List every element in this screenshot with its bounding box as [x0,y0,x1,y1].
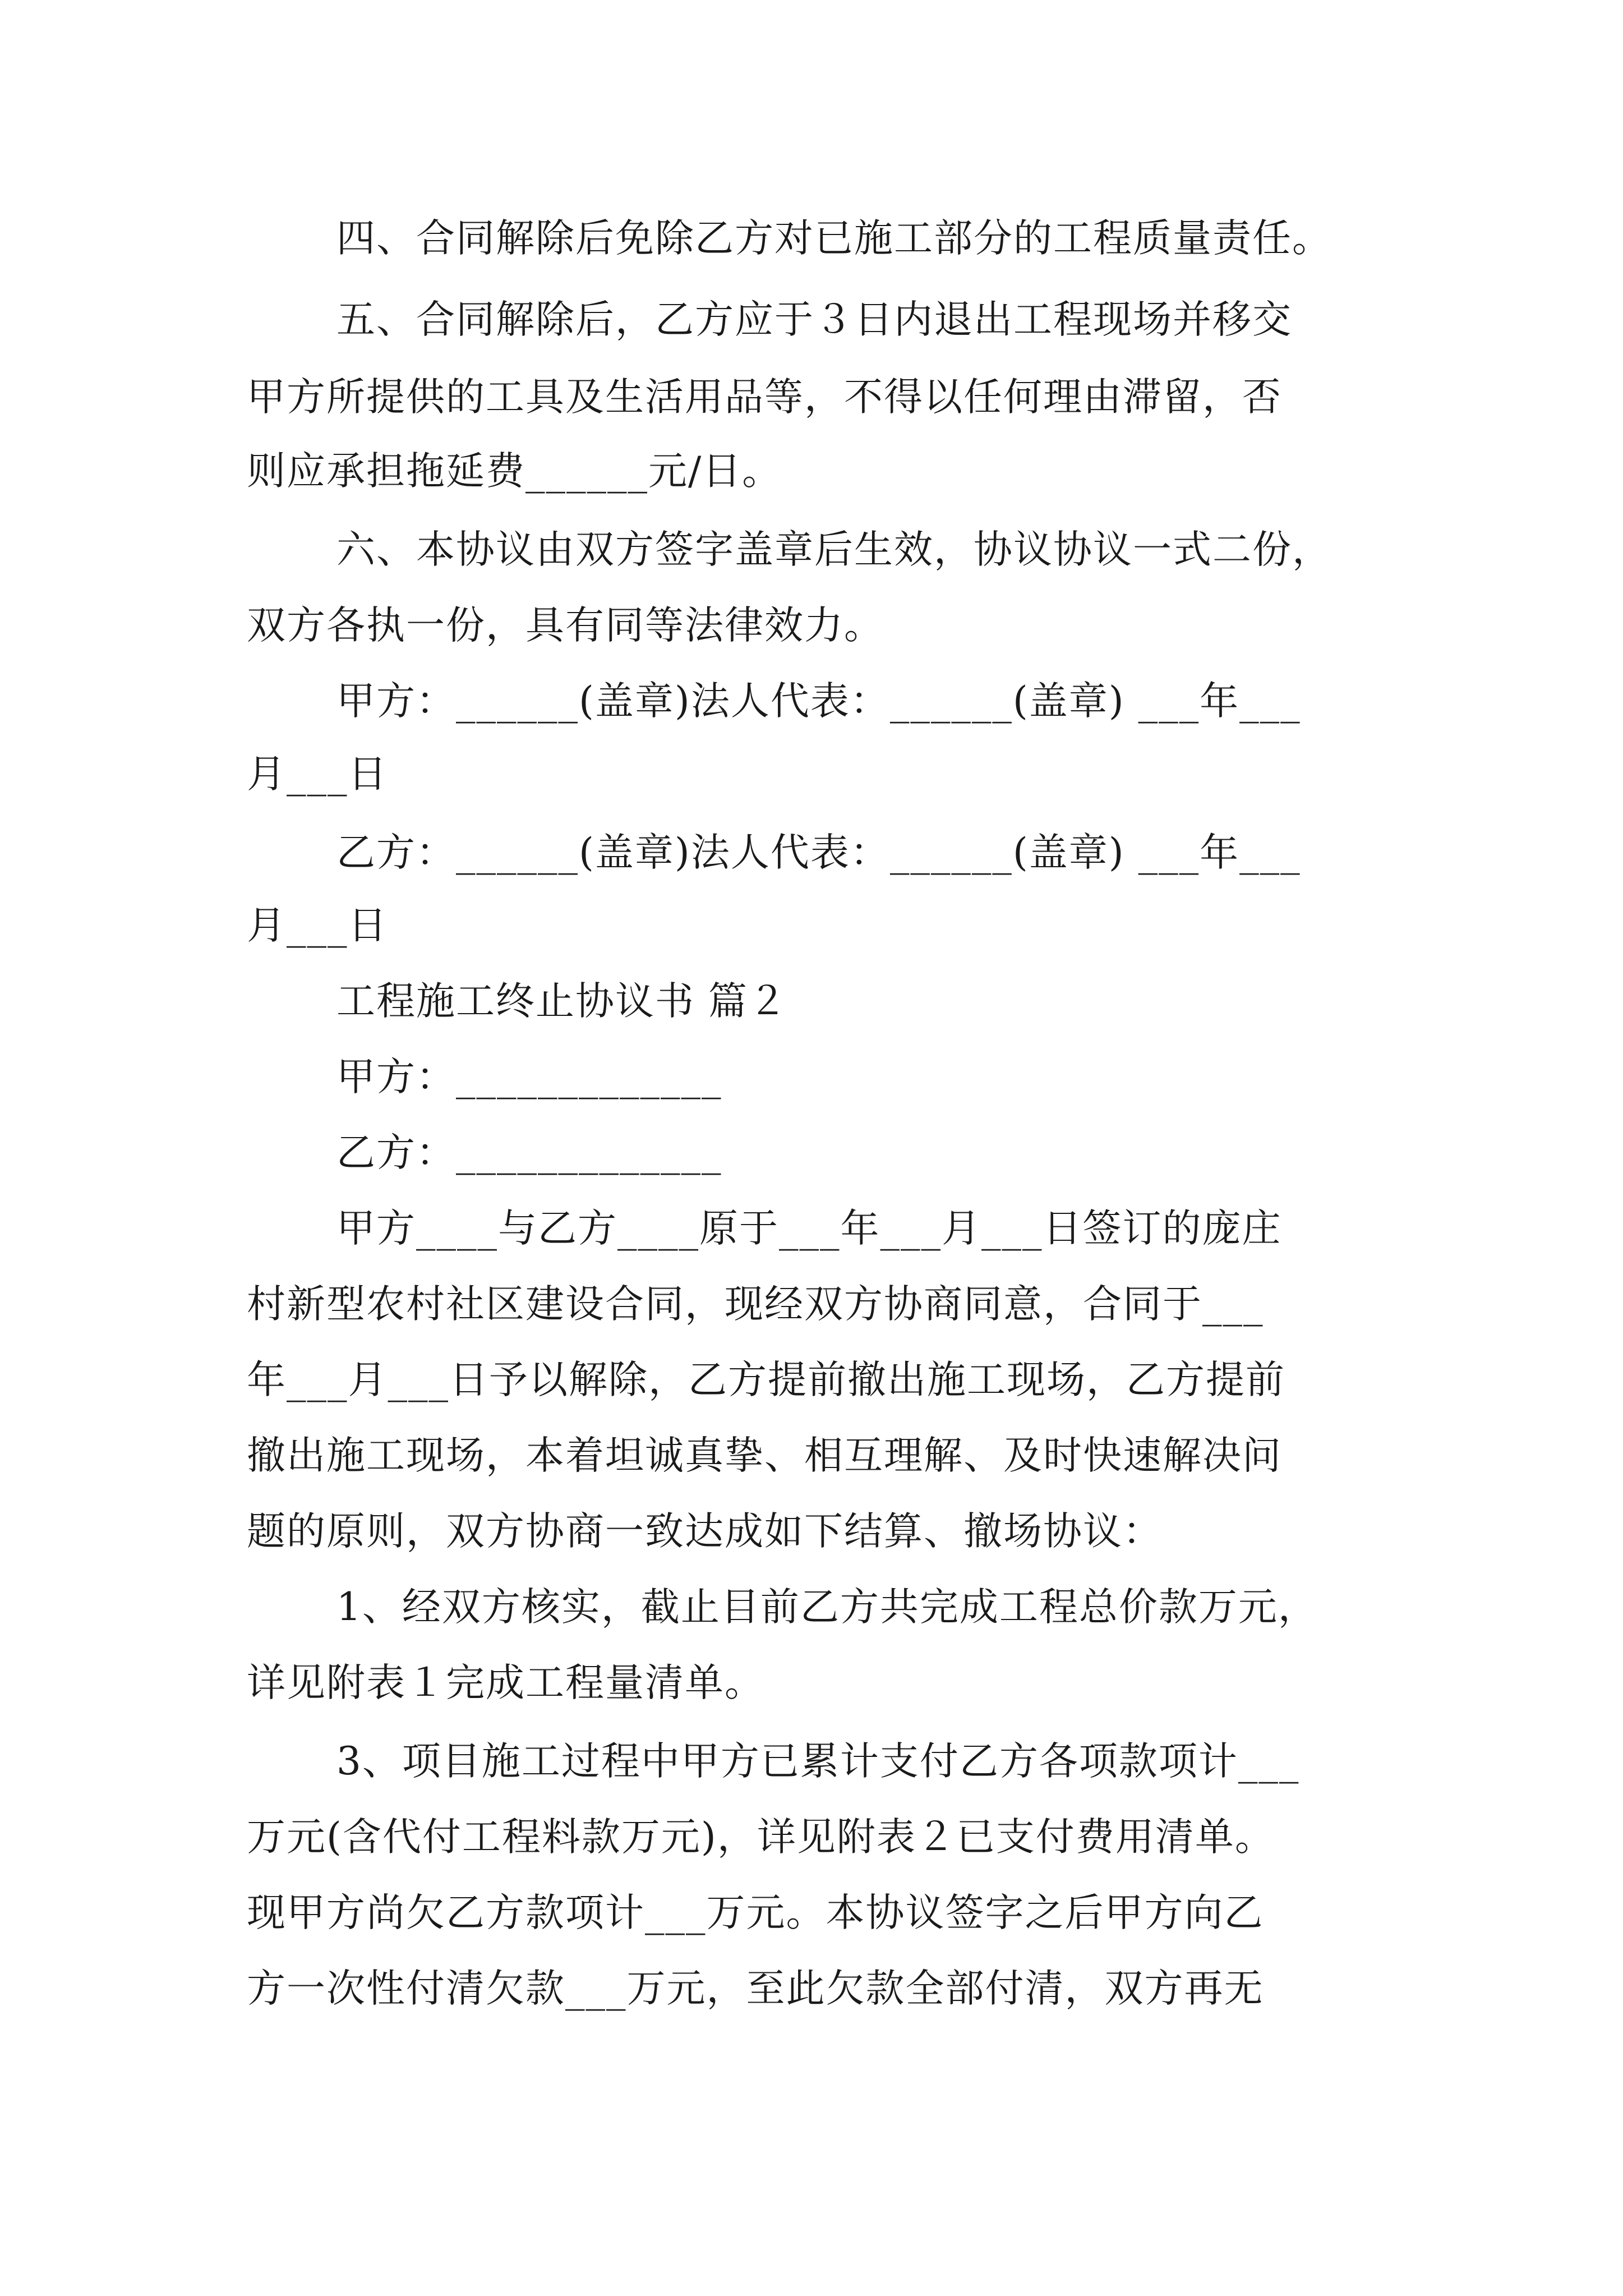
paragraph-line: 现甲方尚欠乙方款项计___万元。本协议签字之后甲方向乙 [247,1890,1264,1935]
paragraph-line: 年___月___日予以解除，乙方提前撤出施工现场，乙方提前 [247,1358,1285,1402]
paragraph-line: 六、本协议由双方签字盖章后生效，协议协议一式二份， [336,527,1332,572]
signature-line: 甲方：______(盖章)法人代表：______(盖章) ___年___ [336,679,1301,724]
paragraph-line: 3、项目施工过程中甲方已累计支付乙方各项款项计___ [336,1739,1300,1784]
paragraph-line: 方一次性付清欠款___万元，至此欠款全部付清，双方再无 [247,1966,1264,2011]
paragraph-line: 题的原则，双方协商一致达成如下结算、撤场协议： [247,1509,1163,1554]
party-line: 甲方：_____________ [336,1055,722,1099]
paragraph-line: 村新型农村社区建设合同，现经双方协商同意，合同于___ [247,1282,1264,1327]
paragraph-line: 四、合同解除后免除乙方对已施工部分的工程质量责任。 [336,216,1332,261]
signature-line: 乙方：______(盖章)法人代表：______(盖章) ___年___ [336,830,1301,875]
paragraph-line: 撤出施工现场，本着坦诚真挚、相互理解、及时快速解决问 [247,1433,1282,1478]
paragraph-line: 详见附表１完成工程量清单。 [247,1660,764,1705]
paragraph-line: 甲方所提供的工具及生活用品等，不得以任何理由滞留，否 [247,375,1282,420]
paragraph-line: 双方各执一份，具有同等法律效力。 [247,603,884,648]
paragraph-line: 万元(含代付工程料款万元)，详见附表２已支付费用清单。 [247,1815,1275,1860]
signature-line: 月___日 [247,752,388,797]
section-title: 工程施工终止协议书 篇２ [336,979,788,1024]
paragraph-line: 五、合同解除后，乙方应于３日内退出工程现场并移交 [336,297,1292,342]
paragraph-line: 1、经双方核实，截止目前乙方共完成工程总价款万元， [336,1585,1318,1630]
signature-line: 月___日 [247,903,388,948]
party-line: 乙方：_____________ [336,1130,722,1175]
paragraph-line: 甲方____与乙方____原于___年___月___日签订的庞庄 [336,1206,1282,1251]
paragraph-line: 则应承担拖延费______元/日。 [247,449,782,494]
